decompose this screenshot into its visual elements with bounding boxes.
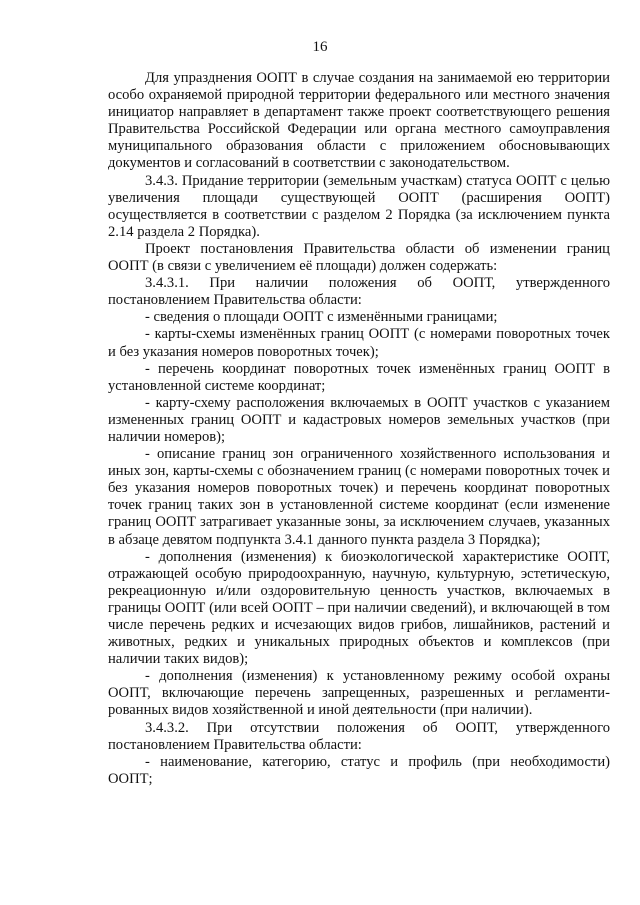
document-body <box>108 70 610 788</box>
list-item-area-info: - сведения о площади ООПТ с изменёнными границами; <box>145 309 498 326</box>
list-item-location-map: - карту-схему расположения включаемых в ООПТ участков с указанием измененных границ ООПТ и кадастровых номеров земельных участков (при наличии номеров); <box>108 394 610 445</box>
list-item-coordinates: - перечень координат поворотных точек изменённых границ ООПТ в установленной системе координат; <box>108 360 610 394</box>
list-item-zone-boundaries: - описание границ зон ограниченного хозяйственного использования и иных зон, карты-схемы с обозначением границ (с номерами поворотных точек и без указания номеров поворотных точек) и перечень координат поворотных точек границ таких зон в установленной системе координат (если изменение границ ООПТ затрагивает указанные зоны, за исключением случаев, указанных в абзаце девятом подпункта 3.4.1 данного пункта раздела 3 Порядка); <box>108 446 610 548</box>
list-item-name-category: - наименование, категорию, статус и профиль (при необходимости) ООПТ; <box>108 753 610 787</box>
paragraph-3-4-3: 3.4.3. Придание территории (земельным участкам) статуса ООПТ с целью увеличения площади существующей ООПТ (расширения ООПТ) осуществляется в соответствии с разделом 2 Порядка (за исключением пункта 2.14 раздела 2 Порядка). <box>108 172 610 240</box>
list-item-bioecological-additions: - дополнения (изменения) к биоэкологической характеристике ООПТ, отражающей особую природоохранную, научную, культурную, эстетическую, рекреационную и/или оздоровительную ценность участков, включаемых в границы ООПТ (или всей ООПТ – при наличии сведений), и включающей в том числе перечень редких и исчезающих видов грибов, лишайников, растений и животных, редких и уникальных природных объектов и комплексов (при наличии таких видов); <box>108 548 610 668</box>
list-item-boundary-maps: - карты-схемы изменённых границ ООПТ (с номерами поворотных точек и без указания номеров поворотных точек); <box>108 326 610 360</box>
paragraph-3-4-3-2: 3.4.3.2. При отсутствии положения об ООПТ, утвержденного постановлением Правительства области: <box>108 719 610 753</box>
paragraph-3-4-3-1: 3.4.3.1. При наличии положения об ООПТ, утвержденного постановлением Правительства области: <box>108 275 610 309</box>
list-item-protection-regime: - дополнения (изменения) к установленному режиму особой охраны ООПТ, включающие перечень запрещенных, разрешенных и регламентированных видов хозяйственной и иной деятельности (при наличии). <box>108 668 610 719</box>
paragraph-abolition-federal-local: Для упразднения ООПТ в случае создания на занимаемой ею территории особо охраняемой природной территории федерального или местного значения инициатор направляет в департамент также проект соответствующего решения Правительства Российской Федерации или органа местного самоуправления муниципального образования области с приложением обосновывающих документов и согласований в соответствии с законодательством. <box>108 70 610 172</box>
page-number: 16 <box>312 39 328 55</box>
paragraph-draft-resolution: Проект постановления Правительства области об изменении границ ООПТ (в связи с увеличением её площади) должен содержать: <box>108 240 610 275</box>
